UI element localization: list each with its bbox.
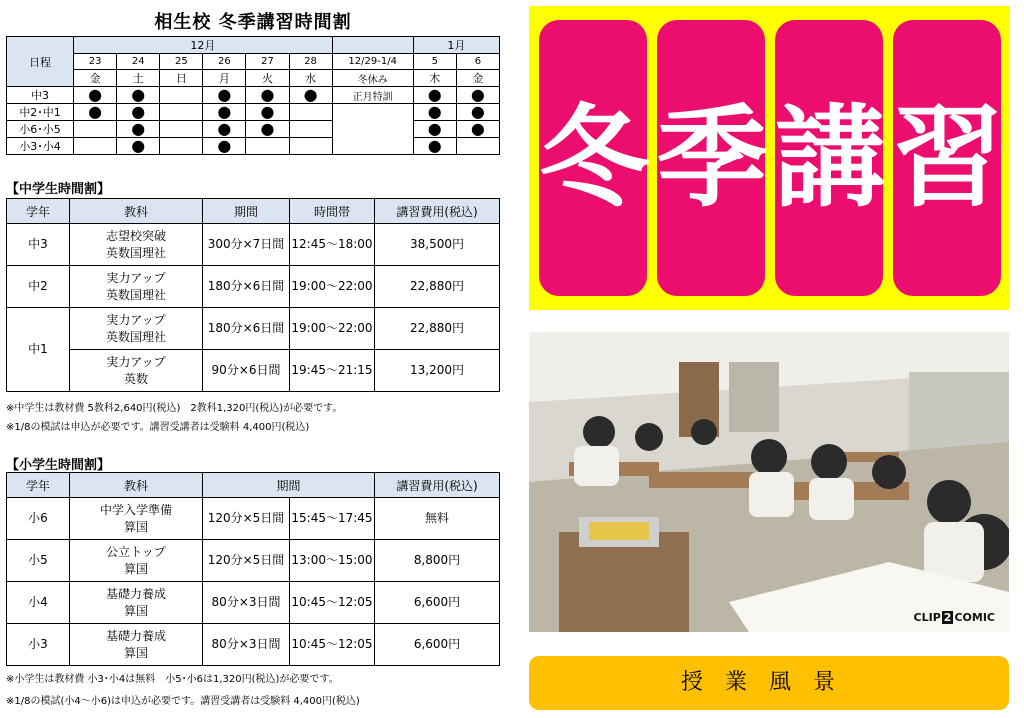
session-dot: ● [88, 84, 103, 104]
date-cell: 28 [289, 54, 332, 70]
fee-cell: 6,600円 [375, 582, 500, 624]
date-cell: 12/29-1/4 [332, 54, 413, 70]
elementary-heading: 【小学生時間割】 [6, 458, 111, 473]
session-dot: ● [88, 101, 103, 121]
period-cell: 300分×7日間 [203, 224, 290, 266]
schedule-cell [160, 87, 203, 104]
fee-cell: 6,600円 [375, 624, 500, 666]
session-dot: ● [131, 84, 146, 104]
session-dot: ● [217, 101, 232, 121]
subject-cell: 基礎力養成 算国 [70, 624, 203, 666]
subject-cell: 基礎力養成 算国 [70, 582, 203, 624]
middle-table [6, 198, 500, 392]
date-cell: 23 [74, 54, 117, 70]
banner-char: 講 [775, 20, 883, 296]
month-label: 1月 [413, 37, 499, 54]
col-header: 期間 [203, 473, 375, 498]
table-row [7, 308, 500, 350]
session-dot: ● [260, 84, 275, 104]
col-header: 教科 [70, 473, 203, 498]
banner-char: 習 [893, 20, 1001, 296]
fee-cell: 38,500円 [375, 224, 500, 266]
date-cell: 5 [413, 54, 456, 70]
day-cell: 火 [246, 70, 289, 87]
grade-cell: 小3 [7, 624, 70, 666]
banner-char: 季 [657, 20, 765, 296]
table-row [7, 540, 500, 582]
grade-label: 小3･小4 [7, 138, 74, 155]
schedule-row [7, 87, 500, 104]
grade-label: 中3 [7, 87, 74, 104]
fee-cell: 22,880円 [375, 308, 500, 350]
time-cell: 10:45～12:05 [290, 582, 375, 624]
col-header: 講習費用(税込) [375, 199, 500, 224]
grade-cell: 小6 [7, 498, 70, 540]
month-spacer [332, 37, 413, 54]
schedule-cell [246, 118, 289, 138]
fee-cell: 22,880円 [375, 266, 500, 308]
schedule-row [7, 121, 500, 138]
page-title: 相生校 冬季講習時間割 [154, 12, 352, 33]
winter-course-banner [529, 6, 1009, 310]
schedule-cell [74, 138, 117, 155]
col-header: 講習費用(税込) [375, 473, 500, 498]
date-cell: 26 [203, 54, 246, 70]
schedule-cell [289, 121, 332, 138]
day-cell: 金 [74, 70, 117, 87]
session-dot: ● [303, 84, 318, 104]
schedule-cell [74, 101, 117, 121]
session-dot: ● [427, 101, 442, 121]
grade-cell: 小4 [7, 582, 70, 624]
middle-note: ※1/8の模試は申込が必要です。講習受講者は受験料 4,400円(税込) [6, 422, 310, 433]
schedule-cell [203, 135, 246, 155]
session-dot: ● [217, 118, 232, 138]
grade-label: 小6･小5 [7, 121, 74, 138]
subject-cell: 公立トップ 算国 [70, 540, 203, 582]
watermark: CLIP 2 COMIC [913, 611, 995, 624]
schedule-cell [160, 121, 203, 138]
day-cell: 冬休み [332, 70, 413, 87]
fee-cell: 8,800円 [375, 540, 500, 582]
fee-cell: 無料 [375, 498, 500, 540]
day-cell: 木 [413, 70, 456, 87]
table-row [7, 350, 500, 392]
period-cell: 180分×6日間 [203, 266, 290, 308]
special-label: 正月特訓 [332, 87, 413, 104]
elementary-note: ※1/8の模試(小4～小6)は申込が必要です。講習受講者は受験料 4,400円(税込) [6, 696, 360, 707]
subject-cell: 実力アップ 英数 [70, 350, 203, 392]
schedule-cell [289, 84, 332, 104]
session-dot: ● [470, 101, 485, 121]
holiday-blank [332, 104, 413, 155]
schedule-cell [160, 138, 203, 155]
schedule-cell [413, 135, 456, 155]
middle-heading: 【中学生時間割】 [6, 182, 111, 197]
schedule-row [7, 104, 500, 121]
period-cell: 80分×3日間 [203, 624, 290, 666]
period-cell: 120分×5日間 [203, 540, 290, 582]
session-dot: ● [131, 101, 146, 121]
schedule-row-header: 日程 [7, 37, 74, 87]
session-dot: ● [470, 84, 485, 104]
schedule-cell [246, 138, 289, 155]
time-cell: 13:00～15:00 [290, 540, 375, 582]
date-cell: 27 [246, 54, 289, 70]
period-cell: 90分×6日間 [203, 350, 290, 392]
session-dot: ● [427, 84, 442, 104]
subject-cell: 実力アップ 英数国理社 [70, 266, 203, 308]
date-cell: 25 [160, 54, 203, 70]
period-cell: 80分×3日間 [203, 582, 290, 624]
schedule-cell [117, 135, 160, 155]
fee-cell: 13,200円 [375, 350, 500, 392]
grade-cell: 小5 [7, 540, 70, 582]
session-dot: ● [427, 135, 442, 155]
grade-cell: 中3 [7, 224, 70, 266]
session-dot: ● [260, 118, 275, 138]
grade-cell: 中2 [7, 266, 70, 308]
table-row [7, 498, 500, 540]
grade-label: 中2･中1 [7, 104, 74, 121]
session-dot: ● [131, 135, 146, 155]
grade-cell: 中1 [7, 308, 70, 392]
day-cell: 日 [160, 70, 203, 87]
session-dot: ● [260, 101, 275, 121]
schedule-cell [160, 104, 203, 121]
classroom-photo [529, 332, 1009, 632]
schedule-cell [74, 121, 117, 138]
schedule-cell [456, 118, 499, 138]
period-cell: 120分×5日間 [203, 498, 290, 540]
session-dot: ● [427, 118, 442, 138]
day-cell: 月 [203, 70, 246, 87]
table-row [7, 266, 500, 308]
time-cell: 19:00～22:00 [290, 266, 375, 308]
schedule-cell [456, 138, 499, 155]
session-dot: ● [217, 135, 232, 155]
session-dot: ● [131, 118, 146, 138]
subject-cell: 志望校突破 英数国理社 [70, 224, 203, 266]
period-cell: 180分×6日間 [203, 308, 290, 350]
table-row [7, 582, 500, 624]
time-cell: 12:45～18:00 [290, 224, 375, 266]
date-cell: 24 [117, 54, 160, 70]
month-label: 12月 [74, 37, 332, 54]
time-cell: 19:45～21:15 [290, 350, 375, 392]
elementary-note: ※小学生は教材費 小3･小4は無料 小5･小6は1,320円(税込)が必要です。 [6, 674, 339, 685]
subject-cell: 実力アップ 英数国理社 [70, 308, 203, 350]
date-cell: 6 [456, 54, 499, 70]
time-cell: 19:00～22:00 [290, 308, 375, 350]
table-row [7, 624, 500, 666]
banner-char: 冬 [539, 20, 647, 296]
time-cell: 15:45～17:45 [290, 498, 375, 540]
middle-note: ※中学生は教材費 5教科2,640円(税込) 2教科1,320円(税込)が必要です。 [6, 403, 343, 414]
timetable-document [4, 6, 502, 714]
photo-caption: 授業風景 [529, 656, 1009, 710]
col-header: 期間 [203, 199, 290, 224]
session-dot: ● [470, 118, 485, 138]
col-header: 教科 [70, 199, 203, 224]
classroom-illustration [529, 332, 1009, 632]
day-cell: 金 [456, 70, 499, 87]
elementary-table [6, 472, 500, 666]
subject-cell: 中学入学準備 算国 [70, 498, 203, 540]
table-row [7, 224, 500, 266]
time-cell: 10:45～12:05 [290, 624, 375, 666]
col-header: 時間帯 [290, 199, 375, 224]
session-dot: ● [217, 84, 232, 104]
schedule-cell [289, 138, 332, 155]
schedule-table [6, 36, 500, 155]
col-header: 学年 [7, 199, 70, 224]
day-cell: 水 [289, 70, 332, 87]
col-header: 学年 [7, 473, 70, 498]
day-cell: 土 [117, 70, 160, 87]
schedule-cell [289, 104, 332, 121]
schedule-row [7, 138, 500, 155]
